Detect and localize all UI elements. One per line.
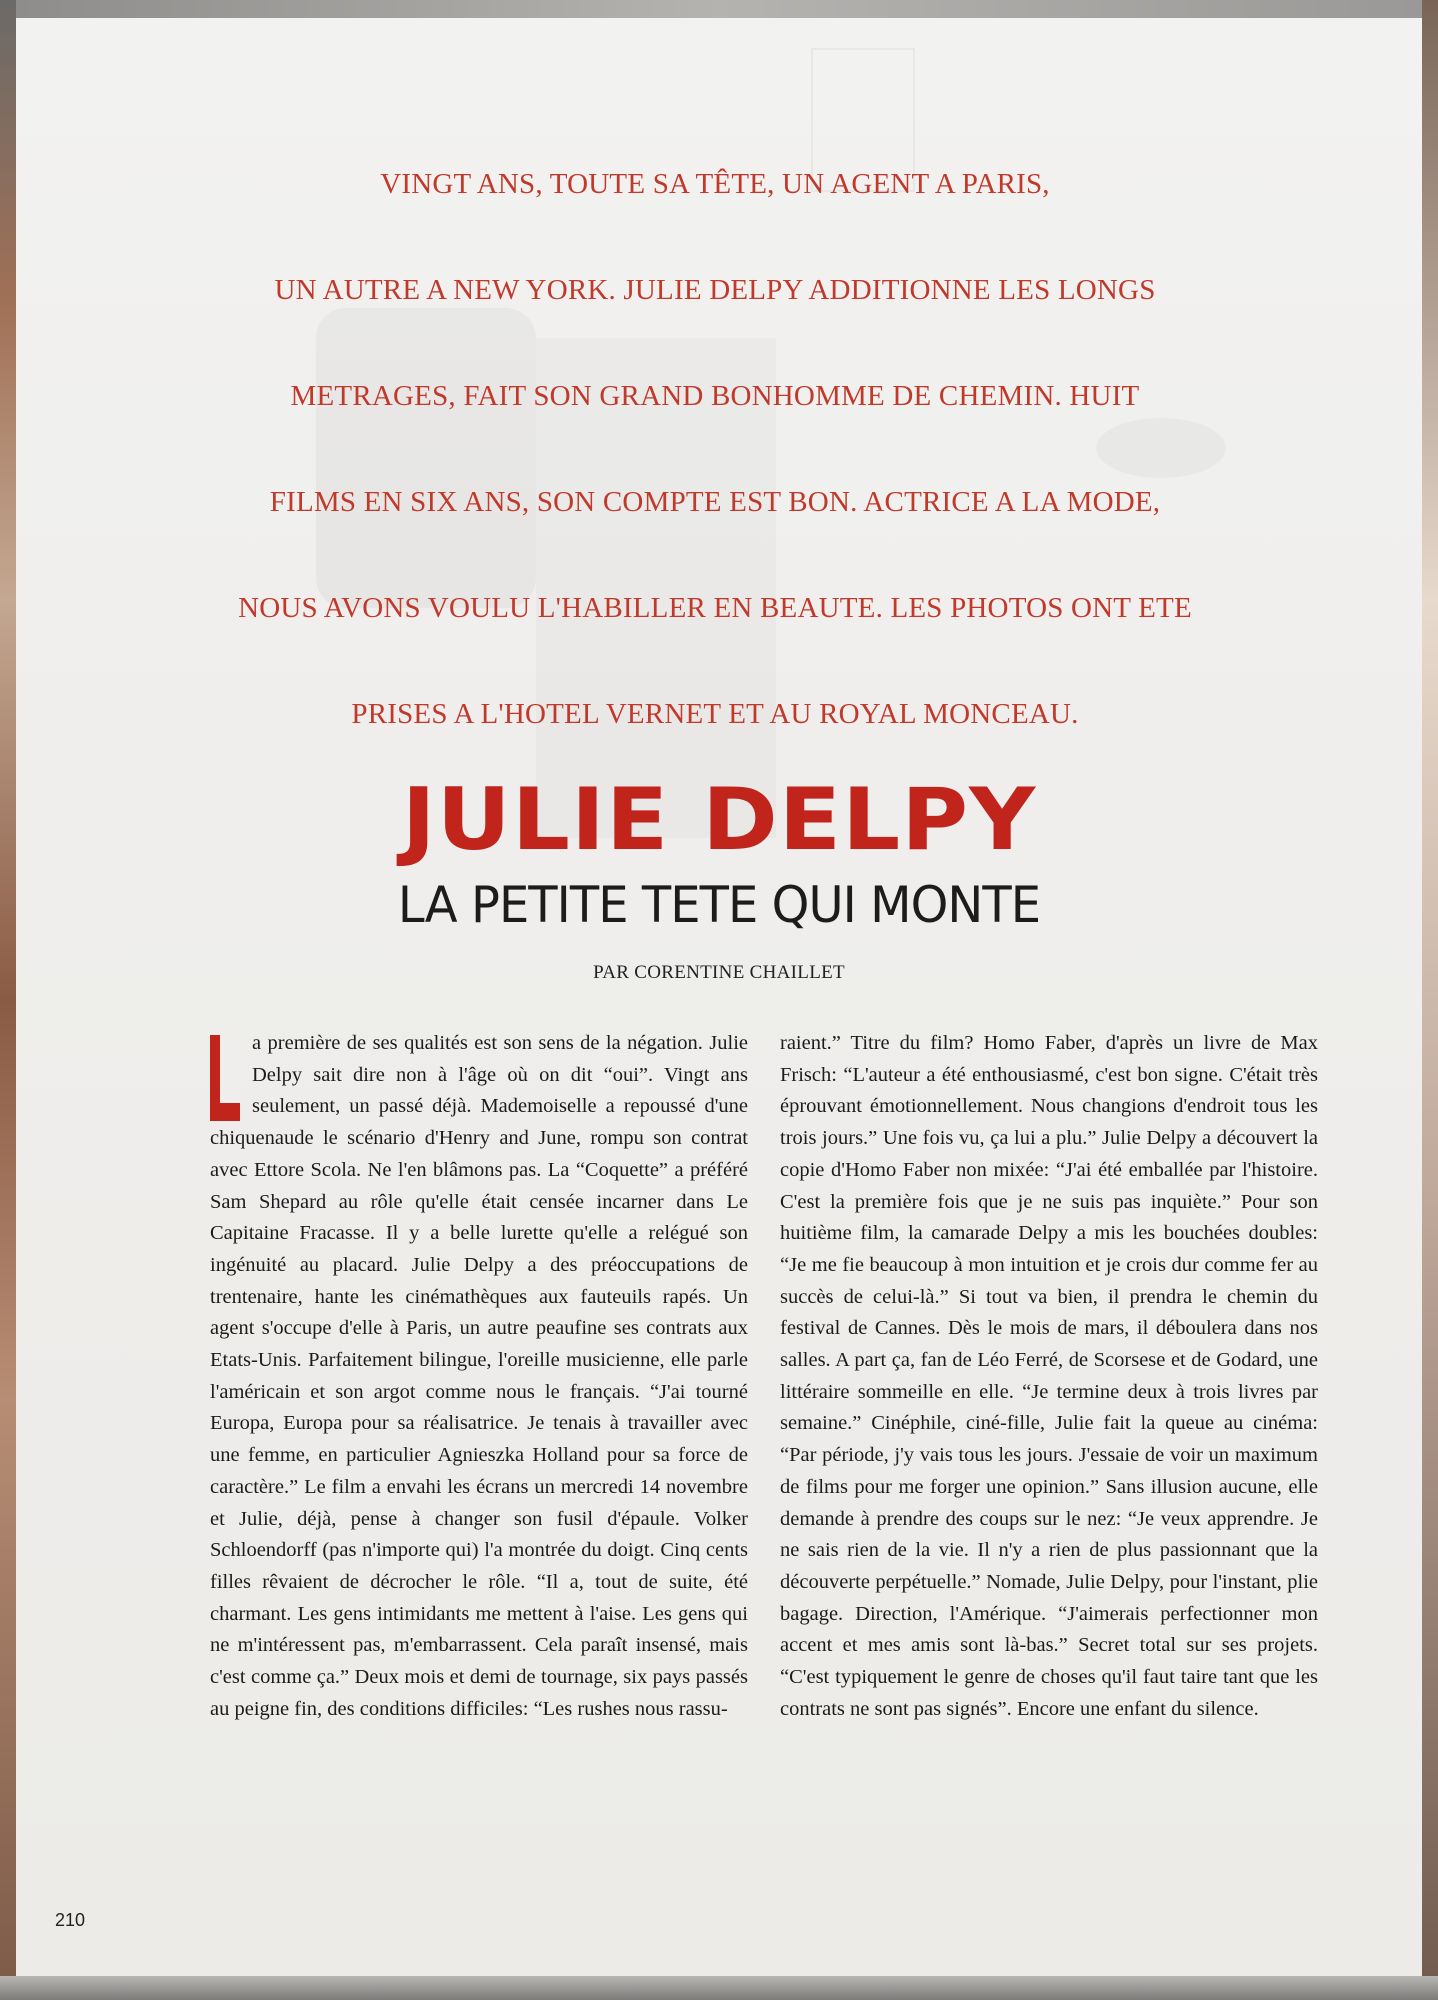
intro-line: FILMS EN SIX ANS, SON COMPTE EST BON. ACTRICE A LA MODE, bbox=[269, 486, 1161, 518]
drop-cap bbox=[210, 1035, 240, 1121]
intro-line: METRAGES, FAIT SON GRAND BONHOMME DE CHEMIN. HUIT bbox=[290, 380, 1140, 412]
page-number: 210 bbox=[55, 1910, 86, 1930]
intro-line: PRISES A L'HOTEL VERNET ET AU ROYAL MONCEAU. bbox=[351, 698, 1079, 730]
article-column-right bbox=[780, 1028, 1318, 1725]
intro-line: UN AUTRE A NEW YORK. JULIE DELPY ADDITIONNE LES LONGS bbox=[274, 274, 1156, 306]
intro-line: VINGT ANS, TOUTE SA TÊTE, UN AGENT A PARIS, bbox=[380, 168, 1050, 200]
drop-cap-letter bbox=[210, 1035, 240, 1121]
intro-line: NOUS AVONS VOULU L'HABILLER EN BEAUTE. LES PHOTOS ONT ETE bbox=[238, 592, 1192, 624]
scan-edge-bottom bbox=[0, 1976, 1438, 2000]
article-title: JULIE DELPY bbox=[401, 770, 1037, 870]
scan-edge-top bbox=[0, 0, 1438, 18]
intro-text bbox=[150, 165, 1280, 801]
scan-edge-right bbox=[1422, 0, 1438, 2000]
article-paragraph: a première de ses qualités est son sens de la négation. Julie Delpy sait dire non à l'âge où on dit “oui”. Vingt ans seulement, un passé déjà. Mademoiselle a repoussé d'une chiquenaude le scénario d'Henry and June, rompu son contrat avec Ettore Scola. Ne l'en blâmons pas. La “Coquette” a préféré Sam Shepard au rôle qu'elle était censée incarner dans Le Capitaine Fracasse. Il y a belle lurette qu'elle a relégué son ingénuité au placard. Julie Delpy a des préoccupations de trentenaire, hante les cinémathèques aux fauteuils rapés. Un agent s'occupe d'elle à Paris, un autre peaufine ses contrats aux Etats-Unis. Parfaitement bilingue, l'oreille musicienne, elle parle l'américain et son argot comme nous le français. “J'ai tourné Europa, Europa pour sa réalisatrice. Je tenais à travailler avec une femme, en particulier Agnieszka Holland pour sa force de caractère.” Le film a envahi les écrans un mercredi 14 novembre et Julie, déjà, pense à changer son fusil d'épaule. Volker Schloendorff (pas n'importe qui) l'a montrée du doigt. Cinq cents filles rêvaient de décrocher le rôle. “Il a, tout de suite, été charmant. Les gens intimidants me mettent à l'aise. Les gens qui ne m'intéressent pas, m'embarrassent. Cela paraît insensé, mais c'est comme ça.” Deux mois et demi de tournage, six pays passés au peigne fin, des conditions difficiles: “Les rushes nous rassu- bbox=[210, 1032, 748, 1720]
scan-edge-left bbox=[0, 0, 16, 2000]
article-subtitle: LA PETITE TETE QUI MONTE bbox=[397, 876, 1041, 934]
article-column-left bbox=[210, 1028, 748, 1725]
article-paragraph: raient.” Titre du film? Homo Faber, d'après un livre de Max Frisch: “L'auteur a été enthousiasmé, c'est bon signe. C'était très éprouvant émotionnellement. Nous changions d'endroit tous les trois jours.” Une fois vu, ça lui a plu.” Julie Delpy a découvert la copie d'Homo Faber non mixée: “J'ai été emballée par l'histoire. C'est la première fois que je ne suis pas inquiète.” Pour son huitième film, la camarade Delpy a mis les bouchées doubles: “Je me fie beaucoup à mon intuition et je crois dur comme fer au succès de celui-là.” Si tout va bien, il prendra le chemin du festival de Cannes. Dès le mois de mars, il déboulera dans nos salles. A part ça, fan de Léo Ferré, de Scorsese et de Godard, une littéraire sommeille en elle. “Je termine deux à trois livres par semaine.” Cinéphile, ciné-fille, Julie fait la queue au cinéma: “Par période, j'y vais tous les jours. J'essaie de voir un maximum de films pour me forger une opinion.” Sans illusion aucune, elle demande à prendre des coups sur le nez: “Je veux apprendre. Je ne sais rien de la vie. Il n'y a rien de plus passionnant que la découverte perpétuelle.” Nomade, Julie Delpy, pour l'instant, plie bagage. Direction, l'Amérique. “J'aimerais perfectionner mon accent et mes amis sont là-bas.” Secret total sur ses projets. “C'est typiquement le genre de choses qu'il faut taire tant que les contrats ne sont pas signés”. Encore une enfant du silence. bbox=[780, 1032, 1318, 1720]
article-byline: PAR CORENTINE CHAILLET bbox=[593, 962, 845, 983]
